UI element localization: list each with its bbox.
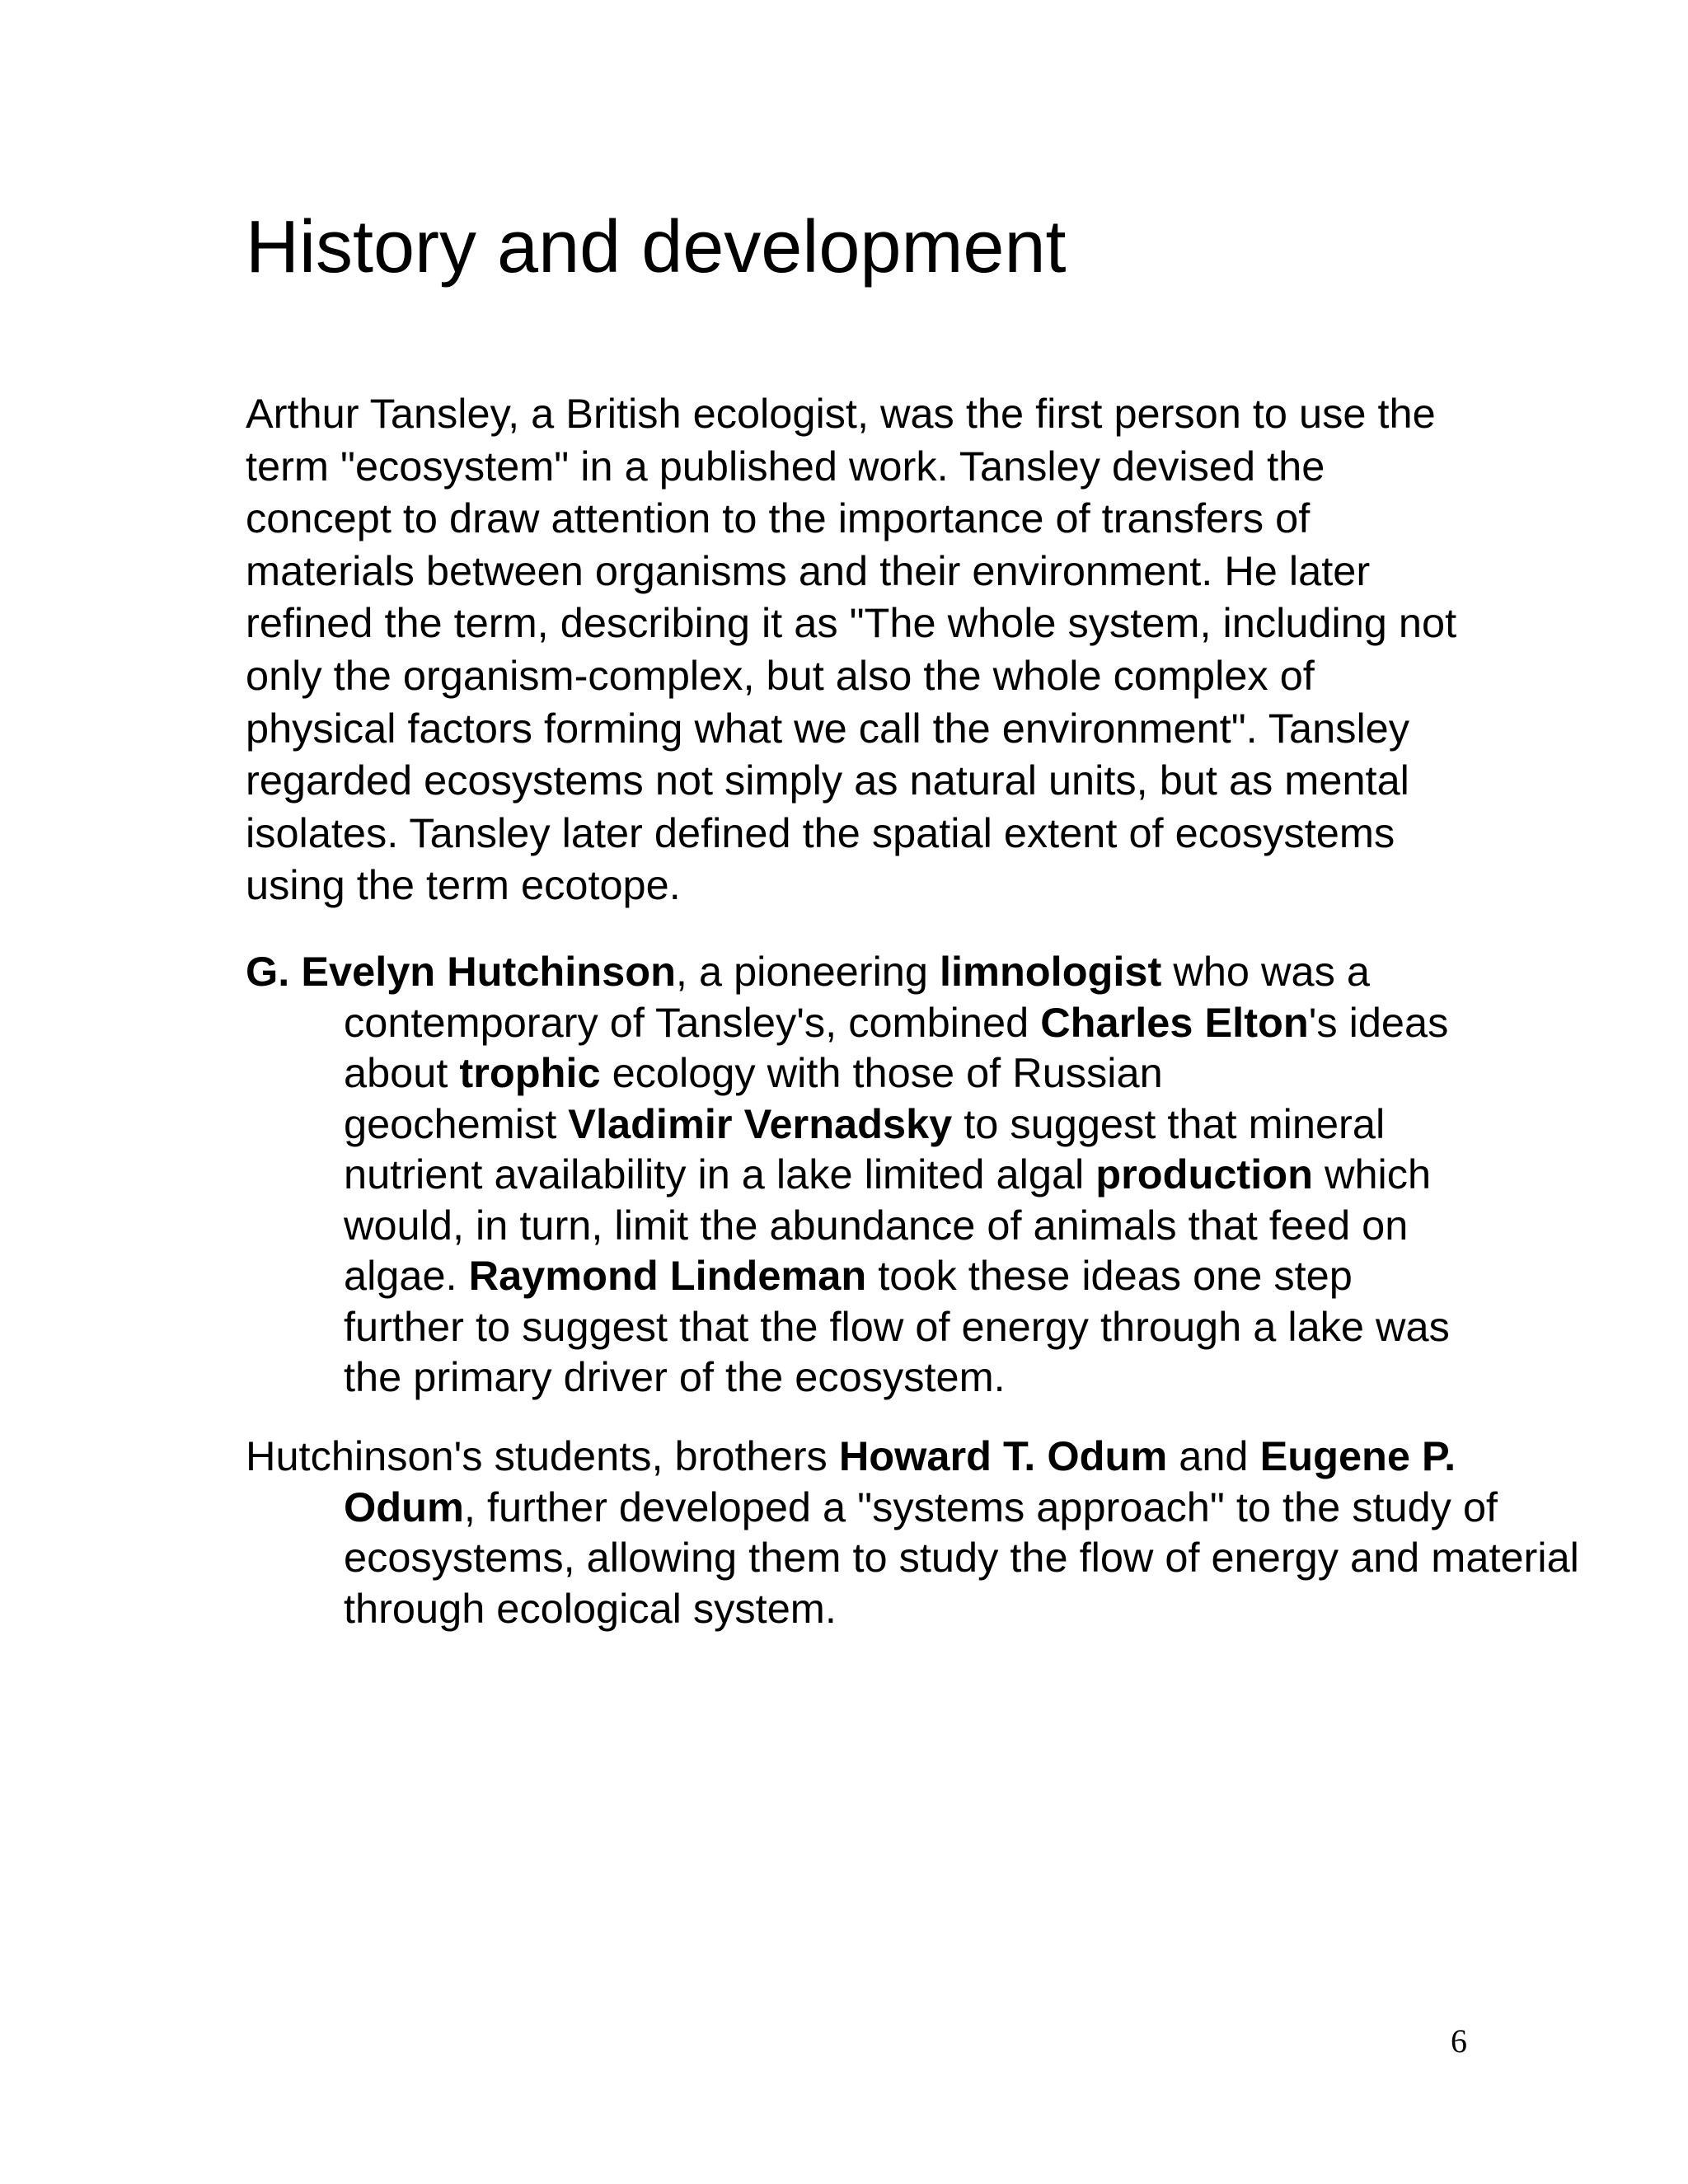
bold-term: limnologist [940, 948, 1162, 995]
bold-term: Odum [344, 1483, 464, 1530]
bold-term: Eugene P. [1259, 1432, 1456, 1479]
text-line [246, 1583, 1680, 1634]
paragraph-tansley [246, 387, 1647, 912]
text-run: took these ideas one step [866, 1252, 1353, 1299]
text-run: , further developed a "systems approach" to the study of [463, 1483, 1498, 1530]
text-run: nutrient availability in a lake limited algal [344, 1151, 1096, 1197]
bold-term: trophic [459, 1049, 601, 1096]
text-line [246, 946, 1680, 997]
text-line: term "ecosystem" in a published work. Tansley devised the [246, 442, 1325, 490]
text-line [246, 1301, 1680, 1352]
text-line: materials between organisms and their environment. He later [246, 546, 1371, 594]
text-line: physical factors forming what we call the environment". Tansley [246, 704, 1410, 752]
paragraph-odum [246, 1431, 1680, 1633]
text-run: the primary driver of the ecosystem. [344, 1353, 1006, 1400]
bold-term: production [1095, 1151, 1313, 1197]
text-run: 's ideas [1308, 998, 1449, 1046]
text-run: through ecological system. [344, 1584, 837, 1632]
text-run: and [1167, 1432, 1260, 1479]
text-run: who was a [1161, 948, 1370, 995]
text-line [246, 1352, 1680, 1403]
text-run: further to suggest that the flow of energy through a lake was [344, 1302, 1450, 1350]
text-line [246, 1099, 1680, 1150]
text-run: geochemist [344, 1099, 569, 1147]
text-run: Hutchinson's students, brothers [246, 1432, 839, 1479]
text-line: refined the term, describing it as "The whole system, including not [246, 599, 1457, 647]
text-line [246, 1250, 1680, 1301]
text-run: which [1312, 1151, 1432, 1197]
text-line: only the organism-complex, but also the whole complex of [246, 651, 1315, 699]
text-line [246, 1532, 1680, 1583]
text-run: about [344, 1049, 460, 1096]
text-line: using the term ecotope. [246, 861, 681, 909]
text-line [246, 1431, 1680, 1482]
text-line [246, 997, 1680, 1048]
bold-term: Vladimir Vernadsky [568, 1099, 953, 1147]
bold-term: G. Evelyn Hutchinson [246, 948, 676, 995]
page-number: 6 [1451, 2022, 1467, 2060]
text-line: concept to draw attention to the importance of transfers of [246, 494, 1311, 542]
text-run: contemporary of Tansley's, combined [344, 998, 1041, 1046]
bold-term: Charles Elton [1040, 998, 1309, 1046]
text-run: ecosystems, allowing them to study the flow of energy and material [344, 1534, 1579, 1581]
paragraph-hutchinson [246, 946, 1680, 1403]
text-line: Arthur Tansley, a British ecologist, was the first person to use the [246, 390, 1436, 437]
text-line [246, 1200, 1680, 1251]
text-line [246, 1047, 1680, 1099]
text-line [246, 1482, 1680, 1533]
text-line [246, 1149, 1680, 1200]
text-run: ecology with those of Russian [600, 1049, 1163, 1096]
text-line: isolates. Tansley later defined the spatial extent of ecosystems [246, 808, 1395, 856]
page-title: History and development [246, 206, 1067, 288]
text-run: to suggest that mineral [952, 1099, 1386, 1147]
bold-term: Howard T. Odum [838, 1432, 1168, 1479]
text-run: , a pioneering [675, 948, 940, 995]
text-run: algae. [344, 1252, 469, 1299]
text-line: regarded ecosystems not simply as natural units, but as mental [246, 757, 1409, 804]
bold-term: Raymond Lindeman [468, 1252, 867, 1299]
text-run: would, in turn, limit the abundance of animals that feed on [344, 1201, 1409, 1249]
